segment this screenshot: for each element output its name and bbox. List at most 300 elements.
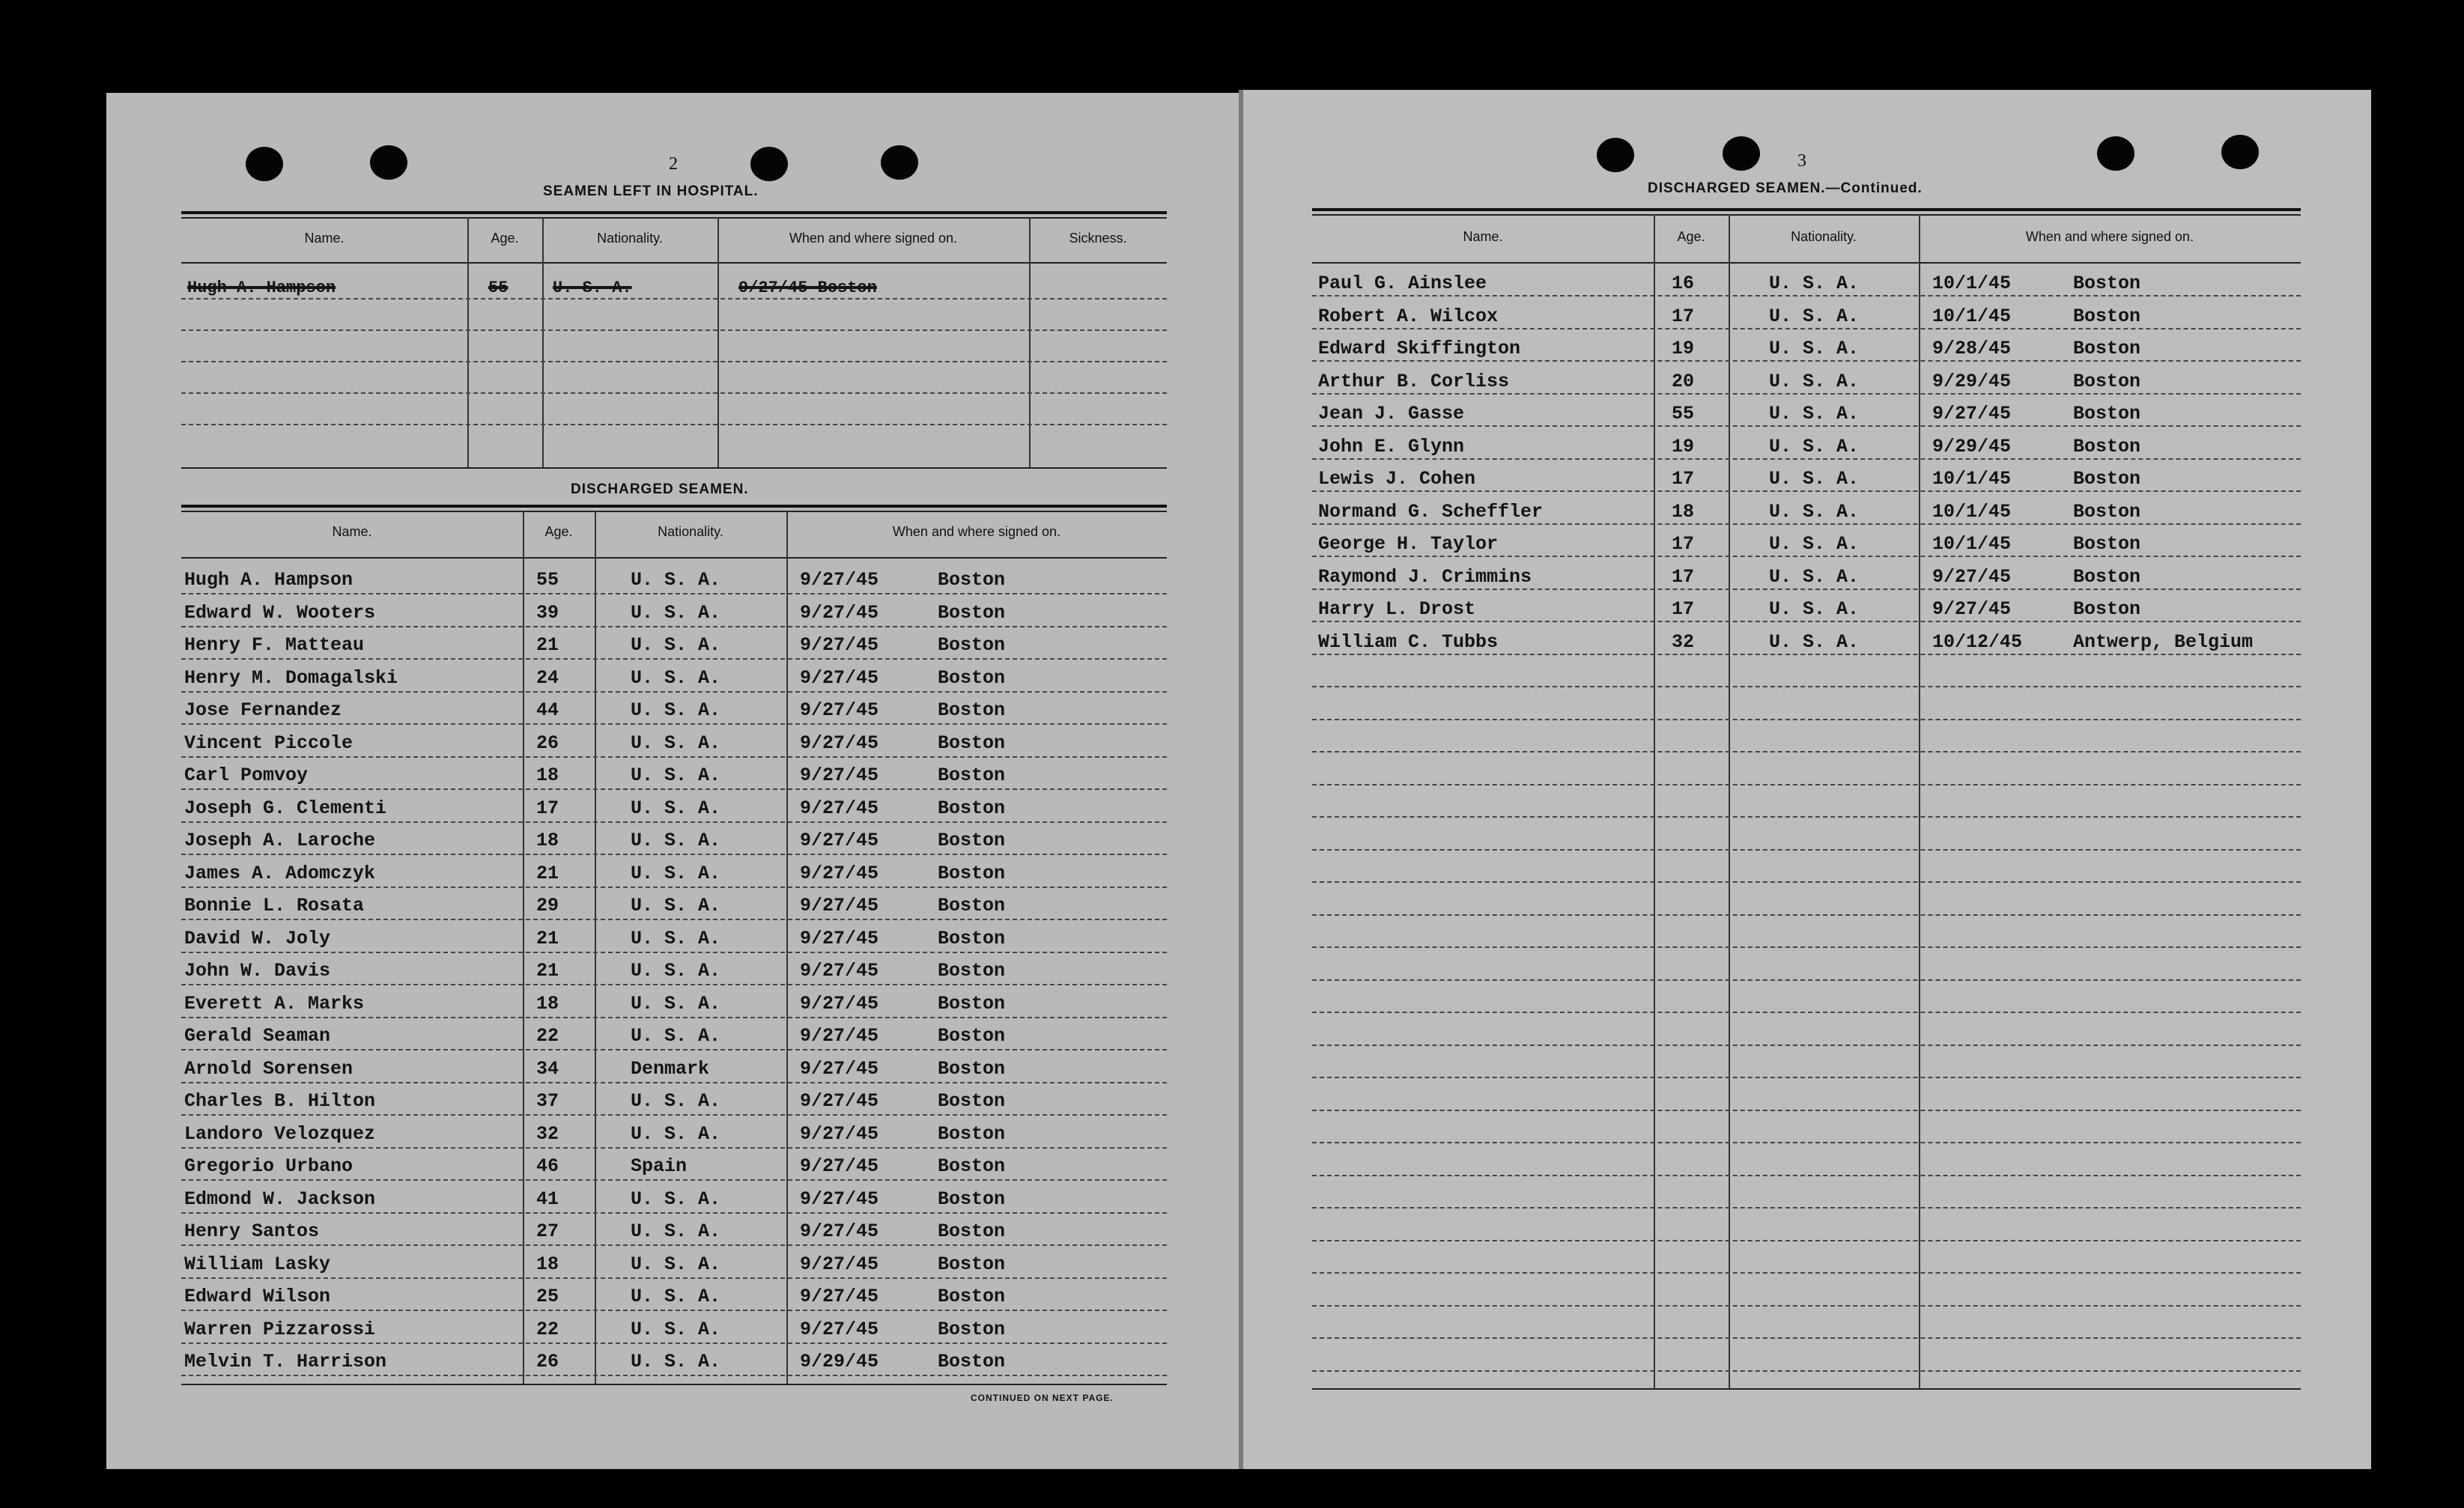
seaman-nationality: U. S. A. [1769,435,1860,457]
seaman-signed-place: Boston [938,601,1006,624]
column-rule [542,217,544,469]
table-rule [181,467,1167,469]
seaman-nationality: U. S. A. [631,830,721,851]
seaman-age: 41 [536,1188,559,1210]
row-rule [1312,1305,2301,1307]
seaman-name: Carl Pomvoy [184,764,309,786]
table-rule [1312,208,2301,211]
seaman-name: Landoro Velozquez [184,1122,376,1145]
row-rule [1312,654,2301,655]
seaman-age: 32 [1672,630,1695,653]
punch-hole [750,147,788,181]
seaman-age: 34 [536,1057,559,1080]
seaman-age: 46 [536,1155,559,1177]
row-rule [1312,1337,2301,1339]
seaman-signed-date: 9/27/45 [800,1122,879,1145]
discharged-col-signed: When and where signed on. [892,524,1061,539]
seaman-signed-date: 9/27/45 [800,1220,879,1242]
seaman-nationality: U. S. A. [631,960,721,982]
seaman-nationality: U. S. A. [1769,370,1860,392]
seaman-signed-date: 10/1/45 [1932,305,2012,327]
row-rule [1312,1175,2301,1176]
seaman-signed-place: Boston [938,1188,1006,1210]
seaman-nationality: U. S. A. [631,569,721,591]
seaman-signed-date: 9/27/45 [800,699,879,721]
seaman-signed-date: 9/27/45 [800,1253,879,1275]
hospital-struck-signed: 9/27/45 Boston [738,279,877,297]
seaman-signed-place: Boston [2073,403,2141,425]
row-rule [181,392,1167,394]
row-rule [1312,1370,2301,1372]
hospital-struck-age: 55 [488,279,509,297]
seaman-nationality: U. S. A. [1769,533,1860,555]
seaman-name: Paul G. Ainslee [1318,273,1487,294]
hospital-col-name: Name. [304,231,345,246]
seaman-name: Jean J. Gasse [1318,403,1465,425]
row-rule [1312,328,2301,329]
punch-hole [881,145,918,180]
hospital-col-nationality: Nationality. [597,231,663,246]
seaman-name: Edward Skiffington [1318,338,1521,359]
seaman-signed-place: Boston [938,1025,1006,1047]
seaman-signed-place: Boston [938,1286,1006,1307]
row-rule [1312,686,2301,687]
seaman-nationality: U. S. A. [1769,630,1860,653]
seaman-signed-place: Boston [938,927,1006,949]
row-rule [181,1082,1167,1083]
seaman-name: John W. Davis [184,960,331,982]
seaman-age: 18 [536,1253,559,1275]
discharged-section-title: DISCHARGED SEAMEN. [571,481,749,497]
seaman-signed-date: 10/1/45 [1932,500,2012,523]
column-rule [523,511,524,1384]
seaman-age: 17 [1672,533,1695,555]
seaman-nationality: U. S. A. [631,601,721,624]
seaman-signed-place: Boston [938,634,1006,656]
row-rule [1312,1110,2301,1111]
seaman-signed-date: 9/27/45 [800,1025,879,1047]
hospital-col-signed: When and where signed on. [789,231,958,246]
row-rule [1312,589,2301,590]
column-rule [595,511,596,1384]
seaman-age: 29 [536,895,559,916]
seaman-age: 21 [536,634,559,656]
seaman-signed-date: 9/29/45 [1932,435,2012,457]
table-rule [181,262,1167,264]
seaman-nationality: U. S. A. [631,862,721,884]
seaman-signed-place: Boston [938,1220,1006,1242]
discharged-col-nationality: Nationality. [658,524,723,539]
seaman-signed-date: 9/27/45 [800,862,879,884]
row-rule [181,1114,1167,1116]
seaman-nationality: U. S. A. [631,927,721,949]
seaman-nationality: U. S. A. [1769,468,1860,490]
seaman-signed-place: Boston [2073,370,2141,392]
punch-hole [370,145,407,180]
row-rule [1312,1207,2301,1208]
hospital-struck-name: Hugh A. Hampson [187,279,336,297]
seaman-age: 21 [536,927,559,949]
punch-hole [1597,138,1634,172]
seaman-name: Gerald Seaman [184,1025,331,1047]
seaman-age: 21 [536,960,559,982]
row-rule [1312,556,2301,557]
seaman-signed-place: Boston [938,895,1006,916]
discharged-col-name: Name. [332,524,372,539]
seaman-name: Robert A. Wilcox [1318,305,1499,327]
seaman-signed-date: 9/29/45 [1932,370,2012,392]
table-rule [181,511,1167,512]
table-rule [181,557,1167,559]
seaman-nationality: Spain [631,1155,688,1177]
seaman-nationality: U. S. A. [631,1351,721,1372]
seaman-nationality: U. S. A. [1769,305,1860,327]
seaman-nationality: U. S. A. [631,1122,721,1145]
seaman-nationality: U. S. A. [631,1286,721,1307]
seaman-signed-date: 9/27/45 [800,1057,879,1080]
seaman-signed-date: 10/1/45 [1932,533,2012,555]
seaman-nationality: U. S. A. [1769,500,1860,523]
seaman-signed-place: Boston [938,1155,1006,1177]
row-rule [1312,295,2301,297]
row-rule [181,788,1167,790]
row-rule [1312,1142,2301,1143]
right-col-signed: When and where signed on. [2025,229,2194,244]
seaman-signed-date: 10/1/45 [1932,273,2012,294]
seaman-age: 27 [536,1220,559,1242]
seaman-name: Arnold Sorensen [184,1057,353,1080]
row-rule [1312,458,2301,460]
seaman-name: Hugh A. Hampson [184,569,353,591]
seaman-age: 21 [536,862,559,884]
column-rule [1029,217,1031,469]
seaman-name: Edward W. Wooters [184,601,376,624]
column-rule [786,511,788,1384]
row-rule [1312,490,2301,492]
row-rule [181,361,1167,362]
row-rule [181,1343,1167,1344]
seaman-nationality: U. S. A. [631,1188,721,1210]
hospital-col-sickness: Sickness. [1069,231,1127,246]
seaman-name: William Lasky [184,1253,331,1275]
hospital-section-title: SEAMEN LEFT IN HOSPITAL. [543,183,759,199]
seaman-signed-date: 10/1/45 [1932,468,2012,490]
row-rule [1312,719,2301,720]
seaman-signed-place: Boston [938,1057,1006,1080]
seaman-name: John E. Glynn [1318,435,1465,457]
row-rule [1312,881,2301,883]
seaman-nationality: U. S. A. [631,634,721,656]
seaman-name: Lewis J. Cohen [1318,468,1476,490]
column-rule [1919,214,1920,1390]
seaman-name: Edward Wilson [184,1286,331,1307]
seaman-signed-place: Boston [938,830,1006,851]
seaman-signed-place: Antwerp, Belgium [2073,630,2254,653]
continued-note: CONTINUED ON NEXT PAGE. [971,1393,1114,1403]
seaman-age: 26 [536,1351,559,1372]
seaman-age: 20 [1672,370,1695,392]
row-rule [181,1147,1167,1149]
seaman-signed-date: 9/27/45 [800,634,879,656]
table-rule [181,217,1167,219]
row-rule [181,658,1167,660]
seaman-signed-date: 9/27/45 [800,797,879,819]
seaman-nationality: U. S. A. [631,992,721,1015]
right-col-nationality: Nationality. [1791,229,1857,244]
seaman-name: George H. Taylor [1318,533,1499,555]
seaman-nationality: U. S. A. [631,666,721,689]
seaman-signed-place: Boston [2073,305,2141,327]
seaman-name: Henry F. Matteau [184,634,365,656]
row-rule [181,887,1167,888]
row-rule [181,593,1167,595]
table-rule [181,505,1167,508]
seaman-nationality: U. S. A. [631,699,721,721]
row-rule [181,1212,1167,1214]
seaman-age: 44 [536,699,559,721]
seaman-signed-place: Boston [2073,565,2141,588]
seaman-age: 18 [1672,500,1695,523]
seaman-signed-place: Boston [2073,533,2141,555]
row-rule [1312,621,2301,622]
seaman-age: 32 [536,1122,559,1145]
seaman-age: 26 [536,732,559,754]
row-rule [1312,1077,2301,1078]
seaman-signed-date: 9/27/45 [1932,565,2012,588]
seaman-signed-place: Boston [938,732,1006,754]
seaman-age: 55 [536,569,559,591]
seaman-signed-date: 9/27/45 [800,895,879,916]
row-rule [1312,1240,2301,1241]
seaman-signed-place: Boston [2073,338,2141,359]
row-rule [181,1049,1167,1051]
seaman-nationality: U. S. A. [631,732,721,754]
punch-hole [2221,135,2259,169]
seaman-signed-date: 9/27/45 [800,732,879,754]
seaman-nationality: U. S. A. [631,1253,721,1275]
seaman-nationality: Denmark [631,1057,710,1080]
seaman-signed-date: 9/27/45 [800,1155,879,1177]
table-rule [181,1384,1167,1385]
seaman-signed-place: Boston [938,1090,1006,1112]
seaman-age: 19 [1672,338,1695,359]
seaman-signed-place: Boston [2073,435,2141,457]
table-rule [181,211,1167,214]
seaman-name: Gregorio Urbano [184,1155,353,1177]
seaman-signed-place: Boston [938,1318,1006,1340]
seaman-signed-date: 9/27/45 [800,601,879,624]
continued-section-title: DISCHARGED SEAMEN.—Continued. [1648,180,1923,196]
seaman-name: David W. Joly [184,927,331,949]
column-rule [717,217,719,469]
row-rule [1312,849,2301,851]
seaman-nationality: U. S. A. [1769,403,1860,425]
seaman-signed-date: 9/28/45 [1932,338,2012,359]
seaman-signed-place: Boston [938,1253,1006,1275]
seaman-age: 18 [536,992,559,1015]
seaman-age: 18 [536,830,559,851]
seaman-signed-date: 9/27/45 [800,666,879,689]
seaman-signed-date: 9/27/45 [800,992,879,1015]
seaman-age: 37 [536,1090,559,1112]
seaman-name: Henry Santos [184,1220,320,1242]
row-rule [1312,523,2301,525]
seaman-age: 17 [1672,598,1695,620]
right-page [1239,90,2371,1469]
seaman-signed-place: Boston [938,569,1006,591]
seaman-name: Warren Pizzarossi [184,1318,376,1340]
row-rule [181,626,1167,627]
seaman-signed-date: 9/27/45 [800,1286,879,1307]
seaman-signed-place: Boston [938,960,1006,982]
seaman-name: Raymond J. Crimmins [1318,565,1532,588]
row-rule [181,1179,1167,1181]
row-rule [1312,1272,2301,1274]
seaman-name: William C. Tubbs [1318,630,1499,653]
row-rule [181,1244,1167,1246]
seaman-signed-place: Boston [938,797,1006,819]
row-rule [1312,393,2301,395]
row-rule [181,298,1167,300]
seaman-nationality: U. S. A. [1769,338,1860,359]
hospital-struck-nationality: U. S. A. [553,279,632,297]
page-number-left: 2 [669,154,678,174]
row-rule [181,919,1167,920]
seaman-age: 39 [536,601,559,624]
seaman-age: 18 [536,764,559,786]
seaman-age: 55 [1672,403,1695,425]
seaman-signed-date: 9/27/45 [800,764,879,786]
seaman-signed-place: Boston [938,764,1006,786]
seaman-signed-date: 9/27/45 [800,830,879,851]
seaman-nationality: U. S. A. [631,764,721,786]
table-rule [1312,262,2301,264]
seaman-nationality: U. S. A. [631,895,721,916]
seaman-age: 17 [1672,565,1695,588]
row-rule [181,1310,1167,1311]
seaman-age: 17 [536,797,559,819]
seaman-signed-place: Boston [938,1122,1006,1145]
row-rule [1312,784,2301,785]
row-rule [181,329,1167,331]
page-number-right: 3 [1797,151,1806,171]
row-rule [181,1375,1167,1376]
row-rule [1312,751,2301,753]
row-rule [1312,425,2301,427]
seaman-signed-date: 9/27/45 [800,1090,879,1112]
seaman-name: Vincent Piccole [184,732,353,754]
seaman-signed-place: Boston [2073,273,2141,294]
row-rule [1312,816,2301,818]
column-rule [467,217,469,469]
seaman-signed-date: 9/27/45 [800,927,879,949]
row-rule [1312,946,2301,948]
seaman-nationality: U. S. A. [1769,273,1860,294]
seaman-age: 24 [536,666,559,689]
seaman-signed-place: Boston [2073,598,2141,620]
seaman-signed-place: Boston [938,699,1006,721]
seaman-nationality: U. S. A. [631,797,721,819]
row-rule [1312,360,2301,362]
row-rule [181,691,1167,693]
seaman-signed-date: 9/27/45 [1932,403,2012,425]
row-rule [181,424,1167,425]
seaman-age: 25 [536,1286,559,1307]
seaman-name: Jose Fernandez [184,699,342,721]
seaman-signed-date: 9/27/45 [800,569,879,591]
seaman-age: 17 [1672,305,1695,327]
row-rule [1312,914,2301,916]
seaman-name: Henry M. Domagalski [184,666,398,689]
punch-hole [2097,136,2134,171]
right-col-age: Age. [1677,229,1705,244]
seaman-signed-date: 9/27/45 [800,960,879,982]
seaman-nationality: U. S. A. [631,1025,721,1047]
seaman-nationality: U. S. A. [1769,565,1860,588]
seaman-signed-date: 9/27/45 [800,1188,879,1210]
seaman-signed-date: 9/27/45 [1932,598,2012,620]
seaman-nationality: U. S. A. [1769,598,1860,620]
seaman-nationality: U. S. A. [631,1220,721,1242]
punch-hole [1723,136,1760,171]
row-rule [181,821,1167,823]
seaman-age: 22 [536,1025,559,1047]
row-rule [1312,979,2301,981]
row-rule [1312,1012,2301,1013]
table-rule [1312,1388,2301,1390]
seaman-name: Harry L. Drost [1318,598,1476,620]
row-rule [181,723,1167,725]
page-fold [1239,90,1243,1469]
seaman-signed-date: 10/12/45 [1932,630,2023,653]
seaman-signed-place: Boston [938,862,1006,884]
column-rule [1729,214,1730,1390]
seaman-name: Arthur B. Corliss [1318,370,1510,392]
seaman-age: 16 [1672,273,1695,294]
seaman-name: Everett A. Marks [184,992,365,1015]
right-col-name: Name. [1463,229,1503,244]
seaman-nationality: U. S. A. [631,1090,721,1112]
seaman-signed-place: Boston [938,1351,1006,1372]
seaman-name: Joseph G. Clementi [184,797,387,819]
seaman-name: Edmond W. Jackson [184,1188,376,1210]
column-rule [1654,214,1655,1390]
seaman-age: 17 [1672,468,1695,490]
seaman-name: Charles B. Hilton [184,1090,376,1112]
row-rule [181,756,1167,758]
seaman-name: Bonnie L. Rosata [184,895,365,916]
row-rule [181,1277,1167,1279]
seaman-signed-place: Boston [938,992,1006,1015]
seaman-signed-place: Boston [2073,468,2141,490]
seaman-name: James A. Adomczyk [184,862,376,884]
seaman-age: 22 [536,1318,559,1340]
seaman-name: Joseph A. Laroche [184,830,376,851]
seaman-name: Normand G. Scheffler [1318,500,1544,523]
row-rule [181,1017,1167,1018]
seaman-nationality: U. S. A. [631,1318,721,1340]
seaman-signed-date: 9/29/45 [800,1351,879,1372]
seaman-age: 19 [1672,435,1695,457]
seaman-signed-place: Boston [938,666,1006,689]
row-rule [181,854,1167,855]
row-rule [1312,1045,2301,1046]
discharged-col-age: Age. [544,524,573,539]
table-rule [1312,214,2301,216]
row-rule [181,952,1167,953]
seaman-signed-place: Boston [2073,500,2141,523]
hospital-col-age: Age. [491,231,519,246]
